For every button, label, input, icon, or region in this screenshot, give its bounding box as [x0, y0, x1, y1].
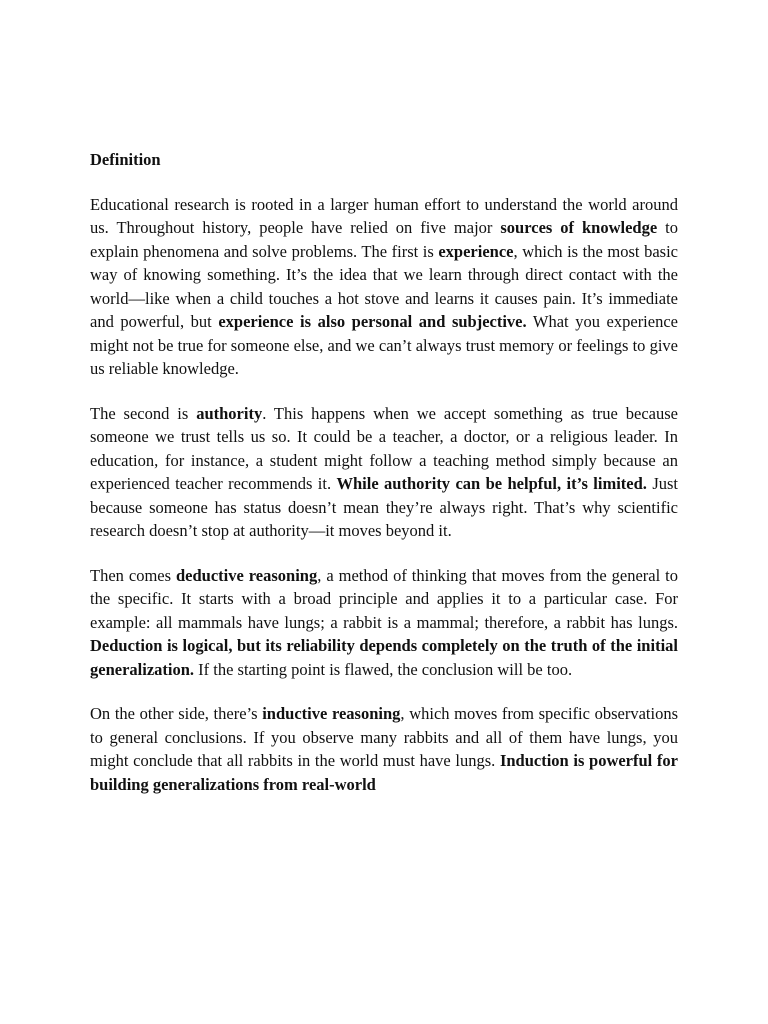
text-run: to explain phenomena and solve problems. The first is — [90, 218, 678, 261]
text-run: On the other side, there’s — [90, 704, 263, 723]
section-heading: Definition — [90, 150, 161, 169]
bold-phrase: deductive reasoning — [175, 565, 318, 585]
bold-phrase: Deduction is logical, but its reliability depends completely on the truth of the initial generalization. — [90, 636, 678, 679]
text-run: What you experience might not be true for someone else, and we can’t always trust memory or feelings to give us reliable knowledge. — [90, 312, 678, 378]
bold-phrase: Induction is powerful for building generalizations from real-world — [90, 751, 678, 794]
paragraph-inductive-reasoning — [90, 702, 678, 796]
bold-phrase: authority — [196, 403, 263, 423]
text-run: The second is — [90, 403, 197, 423]
paragraph-experience — [90, 193, 678, 381]
document-page — [90, 148, 678, 817]
paragraph-authority — [90, 402, 678, 543]
text-run: Then comes — [90, 565, 176, 585]
bold-phrase: inductive reasoning — [262, 704, 401, 723]
text-run: Educational research is rooted in a larger human effort to understand the world around us. Throughout history, people have relied on five major — [90, 194, 678, 237]
text-run: . This happens when we accept something as true because someone we trust tells us so. It could be a teacher, a doctor, or a religious leader. In education, for instance, a student might follow a teaching method simply because an experienced teacher recommends it. — [90, 403, 678, 493]
bold-phrase: sources of knowledge — [500, 218, 658, 237]
bold-phrase: experience — [438, 241, 514, 261]
text-run: , which moves from specific observations to general conclusions. If you observe many rabbits and all of them have lungs, you might conclude that all rabbits in the world must have lungs. — [90, 704, 678, 770]
paragraph-deductive-reasoning — [90, 564, 678, 682]
text-run: Just because someone has status doesn’t mean they’re always right. That’s why scientific research doesn’t stop at authority—it moves beyond it. — [90, 474, 678, 540]
text-run: , which is the most basic way of knowing something. It’s the idea that we learn through direct contact with the world—like when a child touches a hot stove and learns it causes pain. It’s immediate and powerful, but — [90, 241, 678, 331]
bold-phrase: While authority can be helpful, it’s limited. — [336, 474, 647, 493]
text-run: If the starting point is flawed, the conclusion will be too. — [194, 659, 573, 679]
text-run: , a method of thinking that moves from the general to the specific. It starts with a broad principle and applies it to a particular case. For example: all mammals have lungs; a rabbit is a mammal; therefore, a rabbit has lungs. — [90, 565, 678, 632]
bold-phrase: experience is also personal and subjective. — [218, 312, 527, 331]
